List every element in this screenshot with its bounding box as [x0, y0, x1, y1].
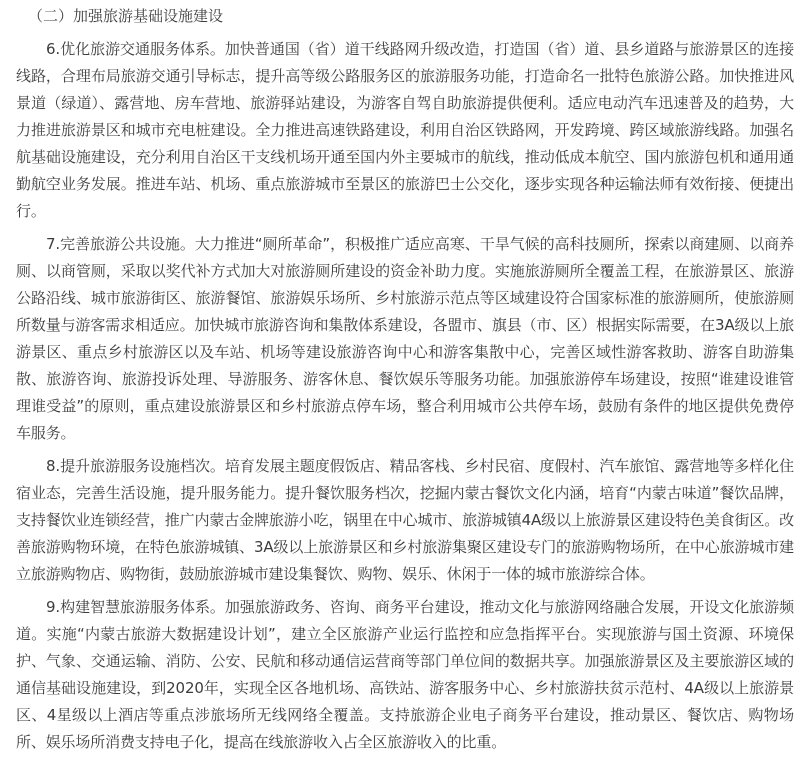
section-heading: （二）加强旅游基础设施建设 — [28, 7, 224, 25]
paragraph-public-facilities: 7.完善旅游公共设施。大力推进“厕所革命”，积极推广适应高寒、干旱气候的高科技厕所，探索以商建厕、以商养厕、以商管厕，采取以奖代补方式加大对旅游厕所建设的资金补助力度。实施旅游厕所全覆盖工程，在旅游景区、旅游公路沿线、城市旅游街区、旅游餐馆、旅游娱乐场所、乡村旅游示范点等区域建设符合国家标准的旅游厕所，使旅游厕所数量与游客需求相适应。加快城市旅游咨询和集散体系建设，各盟市、旗县（市、区）根据实际需要，在3A级以上旅游景区、重点乡村旅游区以及车站、机场等建设旅游咨询中心和游客集散中心，完善区域性游客救助、游客自助游集散、旅游咨询、旅游投诉处理、导游服务、游客休息、餐饮娱乐等服务功能。加强旅游停车场建设，按照“谁建设谁管理谁受益”的原则，重点建设旅游景区和乡村旅游点停车场，整合利用城市公共停车场，鼓励有条件的地区提供免费停车服务。 — [16, 235, 794, 442]
paragraph-smart-tourism: 9.构建智慧旅游服务体系。加强旅游政务、咨询、商务平台建设，推动文化与旅游网络融合发展，开设文化旅游频道。实施“内蒙古旅游大数据建设计划”，建立全区旅游产业运行监控和应急指挥平台。实现旅游与国土资源、环境保护、气象、交通运输、消防、公安、民航和移动通信运营商等部门单位间的数据共享。加强旅游景区及主要旅游区域的通信基础设施建设，到2020年，实现全区各地机场、高铁站、游客服务中心、乡村旅游扶贫示范村、4A级以上旅游景区、4星级以上酒店等重点涉旅场所无线网络全覆盖。支持旅游企业电子商务平台建设，推动景区、餐饮店、购物场所、娱乐场所消费支持电子化，提高在线旅游收入占全区旅游收入的比重。 — [16, 598, 794, 751]
paragraph-transport-service: 6.优化旅游交通服务体系。加快普通国（省）道干线路网升级改造，打造国（省）道、县乡道路与旅游景区的连接线路，合理布局旅游交通引导标志，提升高等级公路服务区的旅游服务功能，打造命名一批特色旅游公路。加快推进风景道（绿道）、露营地、房车营地、旅游驿站建设，为游客自驾自助旅游提供便利。适应电动汽车迅速普及的趋势，大力推进旅游景区和城市充电桩建设。全力推进高速铁路建设，利用自治区铁路网，开发跨境、跨区域旅游线路。加强名航基础设施建设，充分利用自治区干支线机场开通至国内外主要城市的航线，推动低成本航空、国内旅游包机和通用通勤航空业务发展。推进车站、机场、重点旅游城市至景区的旅游巴士公交化，逐步实现各种运输法师有效衔接、便捷出行。 — [16, 40, 794, 220]
paragraph-service-facilities: 8.提升旅游服务设施档次。培育发展主题度假饭店、精品客栈、乡村民宿、度假村、汽车旅馆、露营地等多样化住宿业态，完善生活设施，提升服务能力。提升餐饮服务档次，挖掘内蒙古餐饮文化内涵，培育“内蒙古味道”餐饮品牌，支持餐饮业连锁经营，推广内蒙古金牌旅游小吃，锅里在中心城市、旅游城镇4A级以上旅游景区建设特色美食街区。改善旅游购物环境，在特色旅游城镇、3A级以上旅游景区和乡村旅游集聚区建设专门的旅游购物场所，在中心旅游城市建立旅游购物店、购物街，鼓励旅游城市建设集餐饮、购物、娱乐、休闲于一体的城市旅游综合体。 — [16, 457, 794, 583]
